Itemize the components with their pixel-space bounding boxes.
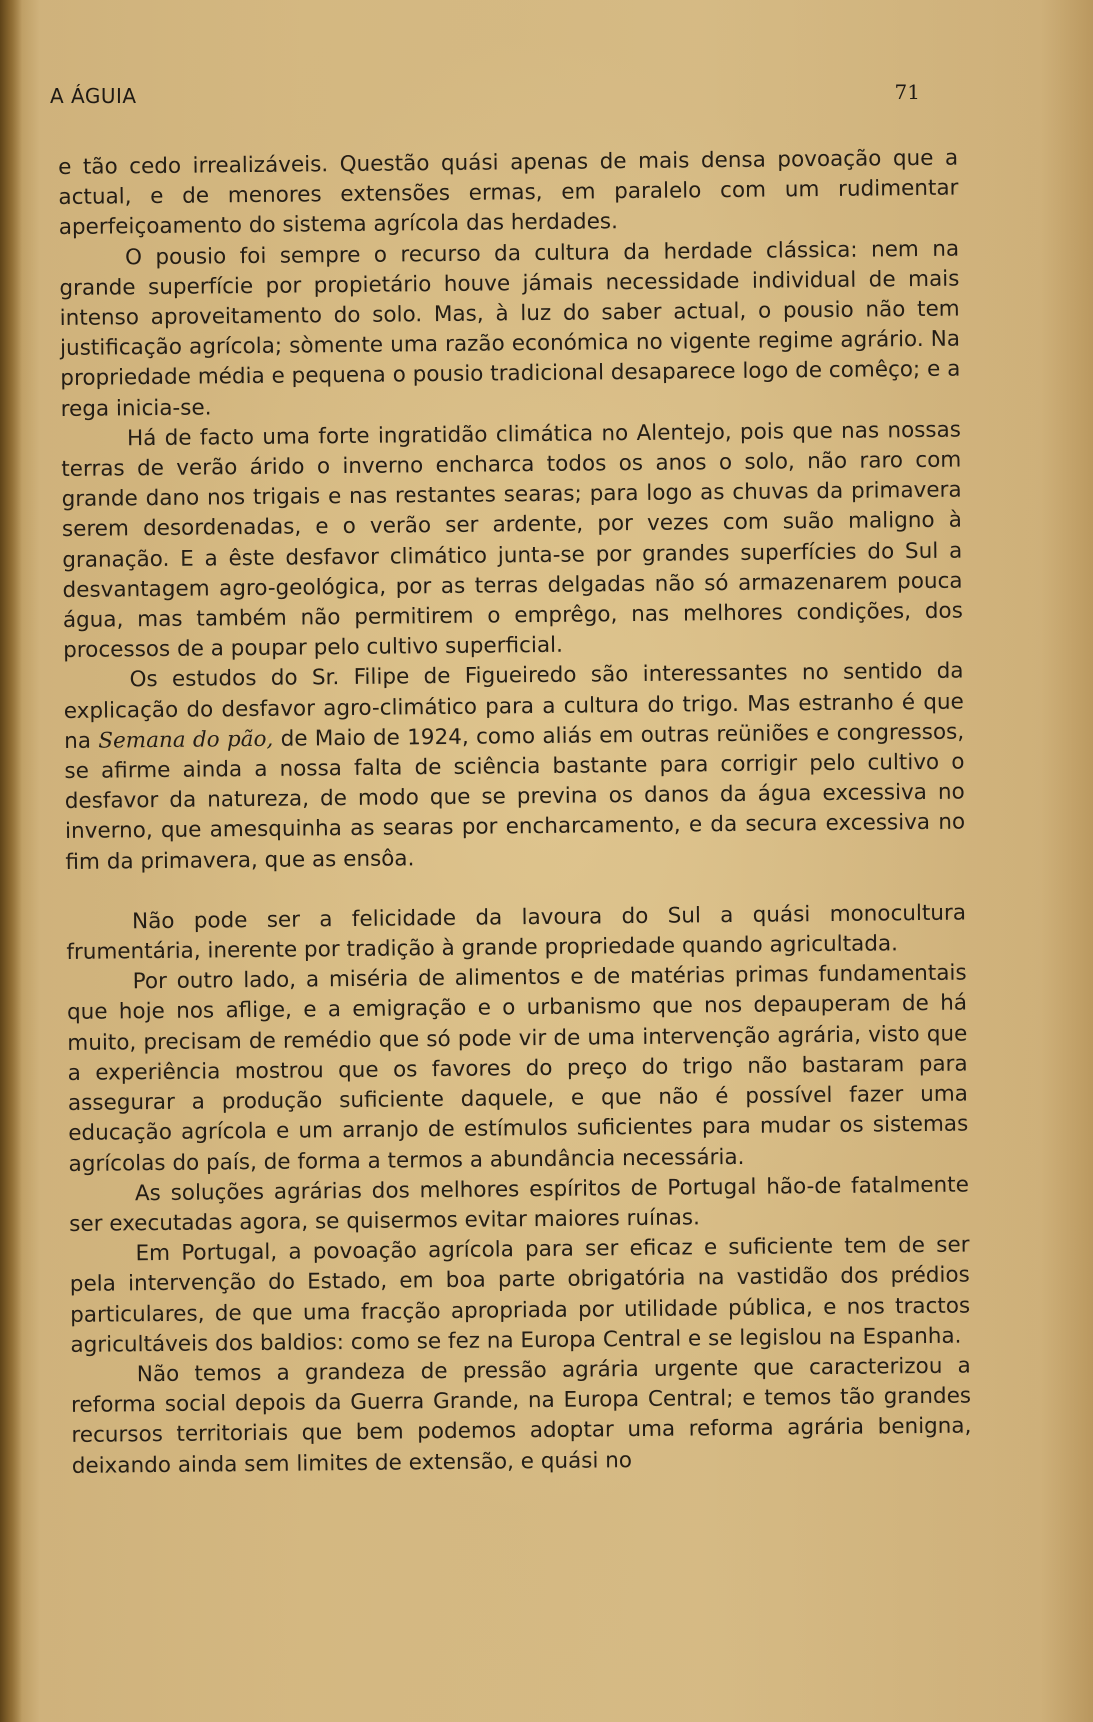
paragraph: Por outro lado, a miséria de alimentos e de matérias primas fundamentais que hoje nos aflige, e a emigração e o urbanismo que nos depauperam de há muito, precisam de remédio que só pode vir de uma intervenção agrária, visto que a experiência mostrou que os favores do preço do trigo não bastaram para assegurar a produção suficiente daquele, e que não é possível fazer uma educação agrícola e um arranjo de estímulos suficientes para mudar os sistemas agrícolas do país, de forma a termos a abundância necessária. (66, 960, 969, 1177)
paragraph: Não temos a grandeza de pressão agrária urgente que caracterizou a reforma social depois da Guerra Grande, na Europa Central; e temos tão grandes recursos territoriais que bem podemos adoptar uma reforma agrária benigna, deixando ainda sem limites de extensão, e quási no (70, 1353, 972, 1479)
paragraph: O pousio foi sempre o recurso da cultura da herdade clássica: nem na grande superfície por propietário houve jámais necessidade individual de mais intenso aproveitamento do solo. Mas, à luz do saber actual, o pousio não tem justificação agrícola; sòmente uma razão económica no vigente regime agrário. Na propriedade média e pequena o pousio tradicional desaparece logo de comêço; e a rega inicia-se. (59, 236, 961, 422)
body-text (58, 144, 972, 1482)
italic-title: Semana do pão, (98, 726, 274, 754)
paragraph: Não pode ser a felicidade da lavoura do Sul a quási monocultura frumentária, inerente por tradição à grande propriedade quando agricultada. (66, 900, 967, 966)
paragraph (63, 657, 965, 878)
paragraph: Há de facto uma forte ingratidão climática no Alentejo, pois que nas nossas terras de verão árido o inverno encharca todos os anos o solo, não raro com grande dano nos trigais e nas restantes searas; para logo as chuvas da primavera serem desordenadas, e o verão ser ardente, por vezes com suão maligno à granação. E a êste desfavor climático junta-se por grandes superfícies do Sul a desvantagem agro-geológica, por as terras delgadas não só armazenarem pouca água, mas também não permitirem o emprêgo, nas melhores condições, dos processos de a poupar pelo cultivo superficial. (61, 417, 963, 664)
page-number: 71 (894, 80, 920, 104)
page-spine-shadow (0, 0, 22, 1722)
paragraph-text: Os estudos do Sr. Filipe de Figueiredo são interessantes no sentido da explicação do desfavor agro-climático para a cultura do trigo. Mas estranho é que na (63, 659, 964, 754)
paragraph-text: de Maio de 1924, como aliás em outras reüniões e congressos, se afirme ainda a nossa falta de sciência bastante para corrigir pelo cultivo o desfavor da natureza, de modo que se previna os danos da água excessiva no inverno, que amesquinha as searas por encharcamento, e da secura excessiva no fim da primavera, que as ensôa. (64, 719, 966, 875)
running-header (50, 80, 920, 110)
running-title: A ÁGUIA (50, 84, 137, 108)
paragraph: As soluções agrárias dos melhores espíritos de Portugal hão-de fatalmente ser executadas agora, se quisermos evitar maiores ruínas. (69, 1172, 969, 1237)
paragraph: e tão cedo irrealizáveis. Questão quási apenas de mais densa povoação que a actual, e de menores extensões ermas, em paralelo com um rudimentar aperfeiçoamento do sistema agrícola das herdades. (58, 145, 959, 241)
paragraph: Em Portugal, a povoação agrícola para ser eficaz e suficiente tem de ser pela intervenção do Estado, em boa parte obrigatória na vastidão dos prédios particulares, de que uma fracção apropriada por utilidade pública, e nos tractos agricultáveis dos baldios: como se fez na Europa Central e se legislou na Espanha. (69, 1232, 971, 1358)
